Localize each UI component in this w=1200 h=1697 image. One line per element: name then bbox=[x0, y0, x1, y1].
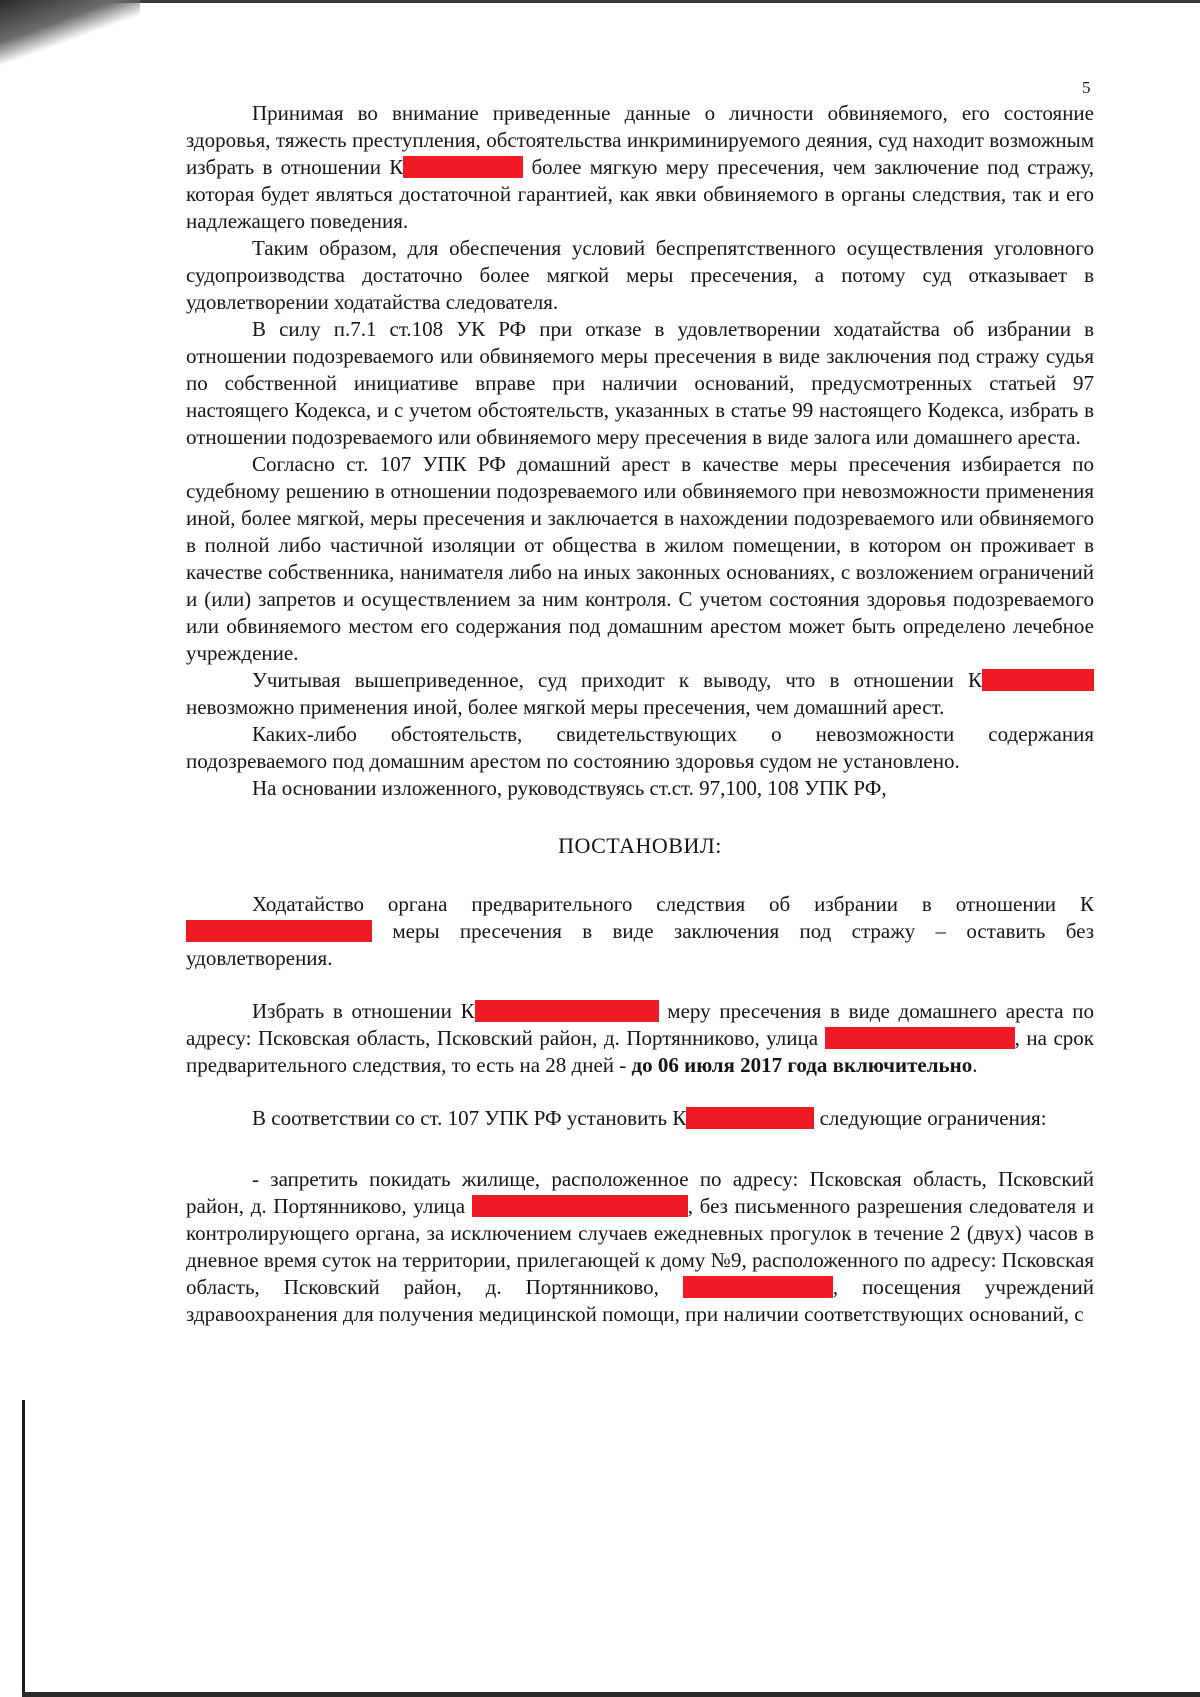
ruling-2-end: . bbox=[972, 1053, 978, 1077]
redaction-street bbox=[825, 1027, 1015, 1049]
redaction-name bbox=[403, 156, 523, 178]
ruling-2-deadline: до 06 июля 2017 года включительно bbox=[631, 1053, 973, 1077]
ruling-2-tail: , на срок предварительного следствия, то есть на 28 дней - bbox=[186, 1026, 1094, 1077]
page-top-edge bbox=[0, 0, 1200, 3]
ruling-4-tail: , посещения учреждений здравоохранения для получения медицинской помощи, при наличии соответствующих оснований, с bbox=[186, 1275, 1094, 1326]
paragraph-4: Согласно ст. 107 УПК РФ домашний арест в качестве меры пресечения избирается по судебному решению в отношении подозреваемого или обвиняемого при невозможности применения иной, более мягкой, меры пресечения и заключается в нахождении подозреваемого или обвиняемого в полной либо частичной изоляции от общества в жилом помещении, в котором он проживает в качестве собственника, нанимателя либо на иных законных основаниях, с возложением ограничений и (или) запретов и осуществлением за ним контроля. С учетом состояния здоровья подозреваемого или обвиняемого местом его содержания под домашним арестом может быть определено лечебное учреждение. bbox=[186, 452, 1094, 665]
ruling-1-text: Ходатайство органа предварительного следствия об избрании в отношении К bbox=[252, 892, 1094, 916]
ruling-3-tail: следующие ограничения: bbox=[814, 1106, 1047, 1130]
ruling-2-mid: меру пресечения в виде домашнего ареста по адресу: Псковская область, Псковский район, д. Портянниково, улица bbox=[186, 999, 1094, 1050]
redaction-street bbox=[472, 1195, 688, 1217]
document-body bbox=[186, 100, 1094, 1328]
paragraph-1-tail: более мягкую меру пресечения, чем заключение под стражу, которая будет являться достаточной гарантией, как явки обвиняемого в органы следствия, так и его надлежащего поведения. bbox=[186, 155, 1094, 233]
ruling-heading: ПОСТАНОВИЛ: bbox=[558, 833, 722, 858]
page-bottom-edge bbox=[22, 1692, 1200, 1697]
paragraph-5-tail: невозможно применения иной, более мягкой меры пресечения, чем домашний арест. bbox=[186, 695, 945, 719]
ruling-4-text: - запретить покидать жилище, расположенное по адресу: Псковская область, Псковский район, д. Портянниково, улица bbox=[186, 1167, 1094, 1218]
paragraph-3: В силу п.7.1 ст.108 УК РФ при отказе в удовлетворении ходатайства об избрании в отношении подозреваемого или обвиняемого меры пресечения в виде заключения под стражу судья по собственной инициативе вправе при наличии оснований, предусмотренных статьей 97 настоящего Кодекса, и с учетом обстоятельств, указанных в статье 99 настоящего Кодекса, избрать в отношении подозреваемого или обвиняемого меру пресечения в виде залога или домашнего ареста. bbox=[186, 317, 1094, 449]
page-corner-shadow bbox=[0, 0, 140, 70]
ruling-paragraph-3 bbox=[186, 1105, 1094, 1132]
paragraph-7: На основании изложенного, руководствуясь ст.ст. 97,100, 108 УПК РФ, bbox=[252, 776, 887, 800]
spacer bbox=[186, 1132, 1094, 1166]
redaction-name bbox=[982, 669, 1094, 691]
redaction-name bbox=[475, 1000, 659, 1022]
ruling-4-mid: , без письменного разрешения следователя и контролирующего органа, за исключением случаев ежедневных прогулок в течение 2 (двух) часов в дневное время суток на территории, прилегающей к дому №9, расположенного по адресу: Псковская область, Псковский район, д. Портянниково, bbox=[186, 1194, 1094, 1299]
paragraph-1 bbox=[186, 100, 1094, 235]
paragraph-1-text: Принимая во внимание приведенные данные о личности обвиняемого, его состояние здоровья, тяжесть преступления, обстоятельства инкриминируемого деяния, суд находит возможным избрать в отношении К bbox=[186, 101, 1094, 179]
redaction-name bbox=[686, 1107, 814, 1129]
ruling-1-tail: меры пресечения в виде заключения под стражу – оставить без удовлетворения. bbox=[186, 919, 1094, 970]
paragraph-5-text: Учитывая вышеприведенное, суд приходит к выводу, что в отношении К bbox=[252, 668, 982, 692]
redaction-name bbox=[186, 920, 372, 942]
redaction-street bbox=[683, 1276, 833, 1298]
page-left-edge bbox=[22, 1400, 25, 1697]
spacer bbox=[186, 1079, 1094, 1105]
page-number: 5 bbox=[1082, 78, 1091, 97]
ruling-paragraph-2 bbox=[186, 998, 1094, 1079]
paragraph-2: Таким образом, для обеспечения условий беспрепятственного осуществления уголовного судопроизводства достаточно более мягкой меры пресечения, а потому суд отказывает в удовлетворении ходатайства следователя. bbox=[186, 236, 1094, 314]
spacer bbox=[186, 972, 1094, 998]
ruling-paragraph-1 bbox=[186, 891, 1094, 972]
ruling-paragraph-4 bbox=[186, 1166, 1094, 1328]
paragraph-6: Каких-либо обстоятельств, свидетельствующих о невозможности содержания подозреваемого под домашним арестом по состоянию здоровья судом не установлено. bbox=[186, 722, 1094, 773]
ruling-2-text: Избрать в отношении К bbox=[252, 999, 475, 1023]
paragraph-5 bbox=[186, 667, 1094, 721]
ruling-3-text: В соответствии со ст. 107 УПК РФ установить К bbox=[252, 1106, 687, 1130]
